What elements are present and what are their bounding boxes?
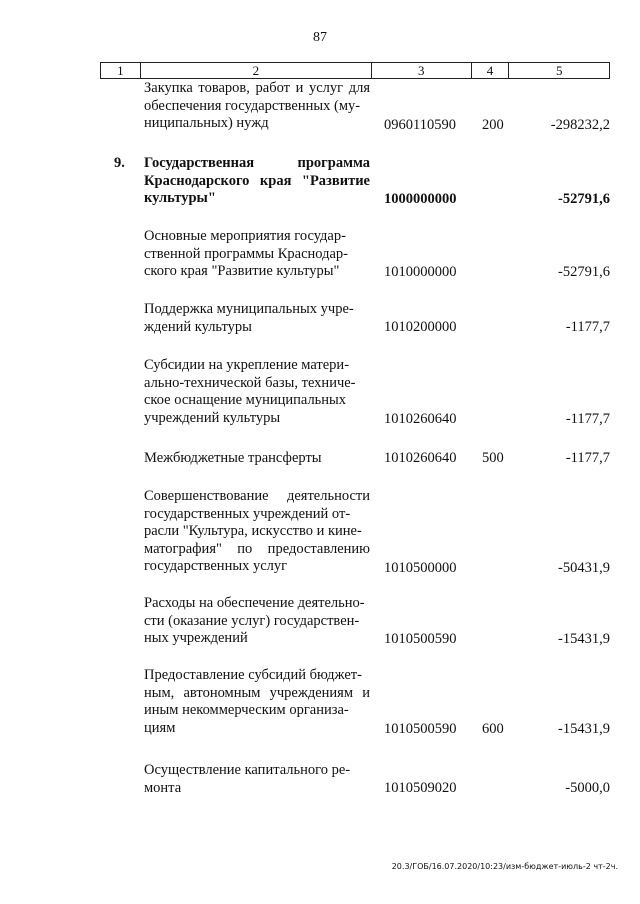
row-code: 1010260640	[384, 411, 457, 427]
row-code: 1010509020	[384, 780, 457, 796]
row-name: Основные мероприятия государ- ственной программы Краснодар- ского края "Развитие культуры"	[144, 228, 349, 279]
header-col-1: 1	[101, 63, 141, 78]
row-sum: -50431,9	[558, 560, 610, 576]
row-name: Осуществление капитального ре- монта	[144, 762, 351, 796]
row-name: Закупка товаров, работ и услуг для обеспечения государственных (му- ниципальных) нужд	[144, 80, 370, 131]
row-name: Государственная программа Краснодарского края "Развитие культуры"	[144, 155, 370, 206]
row-code: 1010000000	[384, 264, 457, 280]
header-col-4: 4	[472, 63, 510, 78]
row-sum: -1177,7	[565, 450, 610, 466]
row-code: 1010500590	[384, 721, 457, 737]
row-name: Межбюджетные трансферты	[144, 450, 322, 466]
row-name: Расходы на обеспечение деятельно- сти (оказание услуг) государствен- ных учреждений	[144, 595, 365, 646]
row-sum: -1177,7	[565, 319, 610, 335]
row-sum: -52791,6	[558, 191, 610, 207]
row-code: 1010500590	[384, 631, 457, 647]
row-name: Поддержка муниципальных учре- ждений культуры	[144, 301, 354, 335]
row-code: 1000000000	[384, 191, 457, 207]
row-code: 1010200000	[384, 319, 457, 335]
row-group: 600	[482, 721, 504, 737]
header-col-2: 2	[141, 63, 372, 78]
row-sum: -15431,9	[558, 631, 610, 647]
footer-file-stamp: 20.3/ГОБ/16.07.2020/10:23/изм-бюджет-июль-2 чт-2ч.	[391, 862, 618, 871]
row-sum: -52791,6	[558, 264, 610, 280]
row-group: 500	[482, 450, 504, 466]
header-col-5: 5	[555, 63, 563, 78]
row-sum: -5000,0	[565, 780, 610, 796]
row-name: Предоставление субсидий бюджет- ным, автономным учреждениям и иным некоммерческим организа- циям	[144, 667, 370, 736]
page-number: 87	[313, 30, 327, 45]
row-name: Совершенствование деятельности государственных учреждений от- расли "Культура, искусство и кине- матография" по предоставлению государственных услуг	[144, 488, 370, 574]
row-sum: -15431,9	[558, 721, 610, 737]
row-code: 1010500000	[384, 560, 457, 576]
row-name: Субсидии на укрепление матери- ально-технической базы, техниче- ское оснащение муниципальных учреждений культуры	[144, 357, 356, 426]
row-group: 200	[482, 117, 504, 133]
row-code: 0960110590	[384, 117, 456, 133]
row-number: 9.	[114, 155, 125, 171]
row-code: 1010260640	[384, 450, 457, 466]
header-col-3: 3	[372, 63, 472, 78]
table-header-row	[100, 62, 610, 79]
row-sum: -298232,2	[550, 117, 610, 133]
row-sum: -1177,7	[565, 411, 610, 427]
